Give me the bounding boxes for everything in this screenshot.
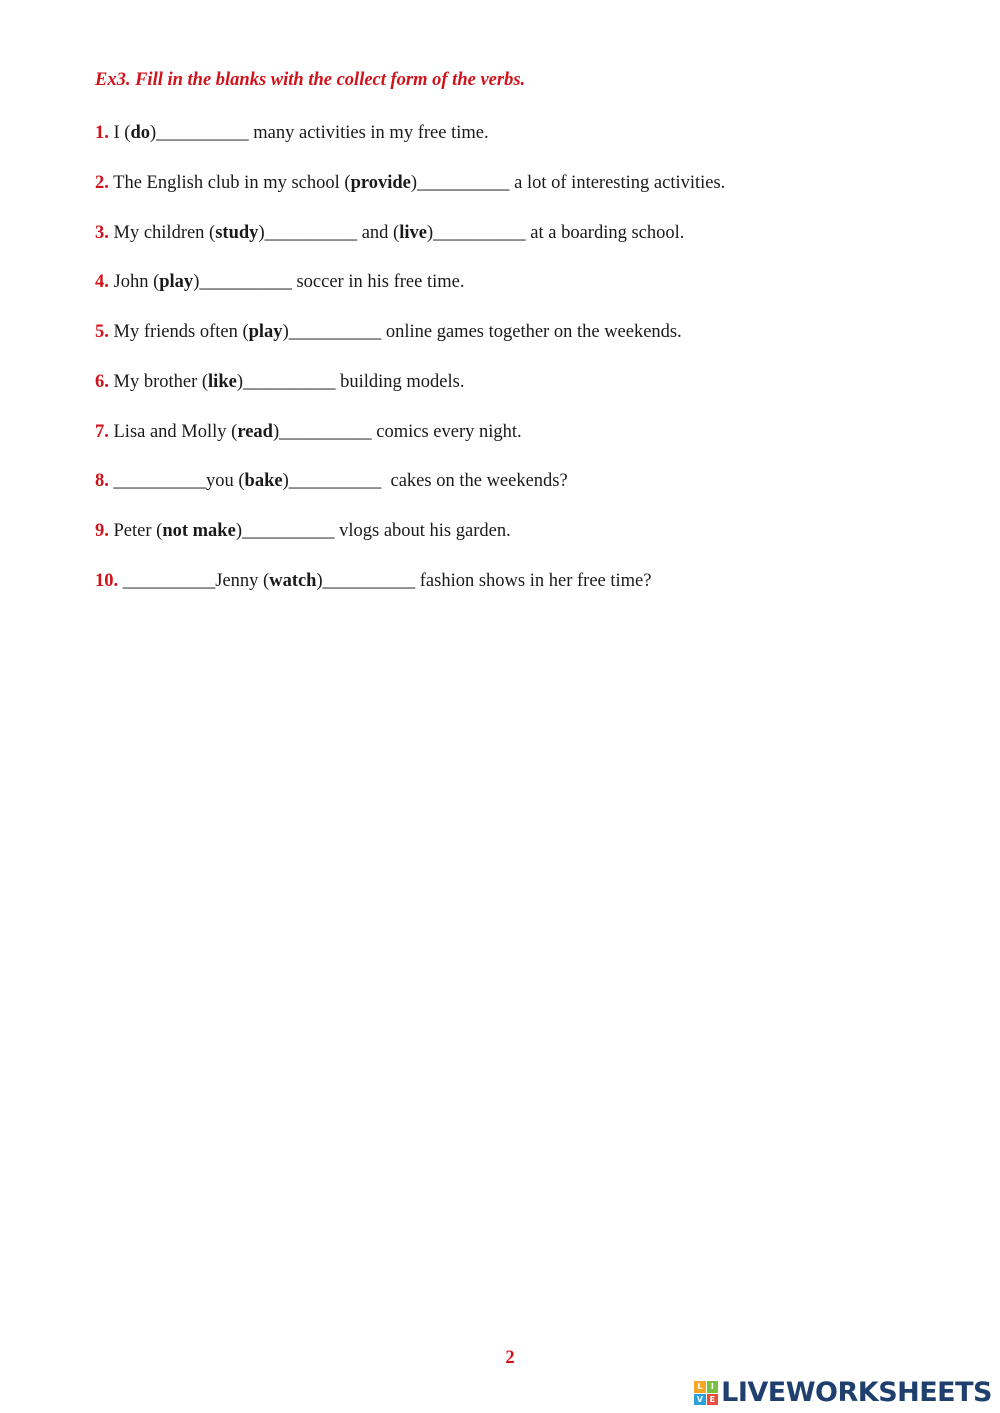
logo-letter: L — [694, 1381, 706, 1393]
exercise-item-10 — [95, 568, 651, 594]
item-number: 2. — [95, 173, 109, 193]
item-text: __________Jenny ( — [118, 571, 270, 591]
exercise-heading: Ex3. Fill in the blanks with the collect form of the verbs. — [95, 70, 526, 90]
exercise-item-8 — [95, 468, 568, 494]
item-text: )__________ online games together on the weekends. — [282, 322, 682, 342]
verb-cue: bake — [244, 471, 283, 491]
item-text: My brother ( — [108, 372, 209, 392]
verb-cue: live — [399, 223, 427, 243]
item-text: The English club in my school ( — [108, 173, 351, 193]
verb-cue: read — [237, 422, 273, 442]
logo-letter: E — [707, 1394, 719, 1406]
logo-letter: V — [694, 1394, 706, 1406]
exercise-item-5 — [95, 319, 682, 345]
verb-cue: like — [208, 372, 237, 392]
verb-cue: provide — [350, 173, 411, 193]
item-text: )__________ at a boarding school. — [426, 223, 685, 243]
item-number: 9. — [95, 521, 109, 541]
liveworksheets-brand — [694, 1378, 992, 1408]
item-number: 7. — [95, 422, 109, 442]
item-text: __________you ( — [108, 471, 245, 491]
item-text: )__________ cakes on the weekends? — [282, 471, 568, 491]
exercise-item-2 — [95, 170, 725, 196]
exercise-item-6 — [95, 369, 464, 395]
verb-cue: watch — [269, 571, 317, 591]
item-text: )__________ vlogs about his garden. — [235, 521, 511, 541]
exercise-item-7 — [95, 419, 522, 445]
liveworksheets-logo-icon — [694, 1381, 718, 1405]
page-number: 2 — [505, 1348, 515, 1368]
item-number: 10. — [95, 571, 119, 591]
item-text: I ( — [108, 123, 131, 143]
item-text: )__________ fashion shows in her free time? — [316, 571, 652, 591]
brand-name: LIVEWORKSHEETS — [721, 1377, 992, 1408]
exercise-item-4 — [95, 269, 464, 295]
item-text: Peter ( — [108, 521, 163, 541]
item-text: John ( — [108, 272, 160, 292]
exercise-item-9 — [95, 518, 511, 544]
item-text: My children ( — [108, 223, 216, 243]
verb-cue: do — [130, 123, 150, 143]
item-text: )__________ building models. — [236, 372, 465, 392]
item-number: 8. — [95, 471, 109, 491]
item-text: )__________ soccer in his free time. — [193, 272, 465, 292]
item-text: My friends often ( — [108, 322, 249, 342]
logo-letter: I — [707, 1381, 719, 1393]
item-number: 6. — [95, 372, 109, 392]
verb-cue: play — [248, 322, 283, 342]
item-text: )__________ comics every night. — [272, 422, 522, 442]
item-number: 1. — [95, 123, 109, 143]
item-text: )__________ and ( — [258, 223, 400, 243]
item-number: 5. — [95, 322, 109, 342]
item-number: 3. — [95, 223, 109, 243]
verb-cue: play — [159, 272, 194, 292]
item-text: Lisa and Molly ( — [108, 422, 238, 442]
exercise-item-1 — [95, 120, 489, 146]
item-text: )__________ a lot of interesting activities. — [410, 173, 726, 193]
item-text: )__________ many activities in my free time. — [150, 123, 489, 143]
verb-cue: not make — [162, 521, 236, 541]
item-number: 4. — [95, 272, 109, 292]
exercise-item-3 — [95, 220, 684, 246]
verb-cue: study — [215, 223, 259, 243]
